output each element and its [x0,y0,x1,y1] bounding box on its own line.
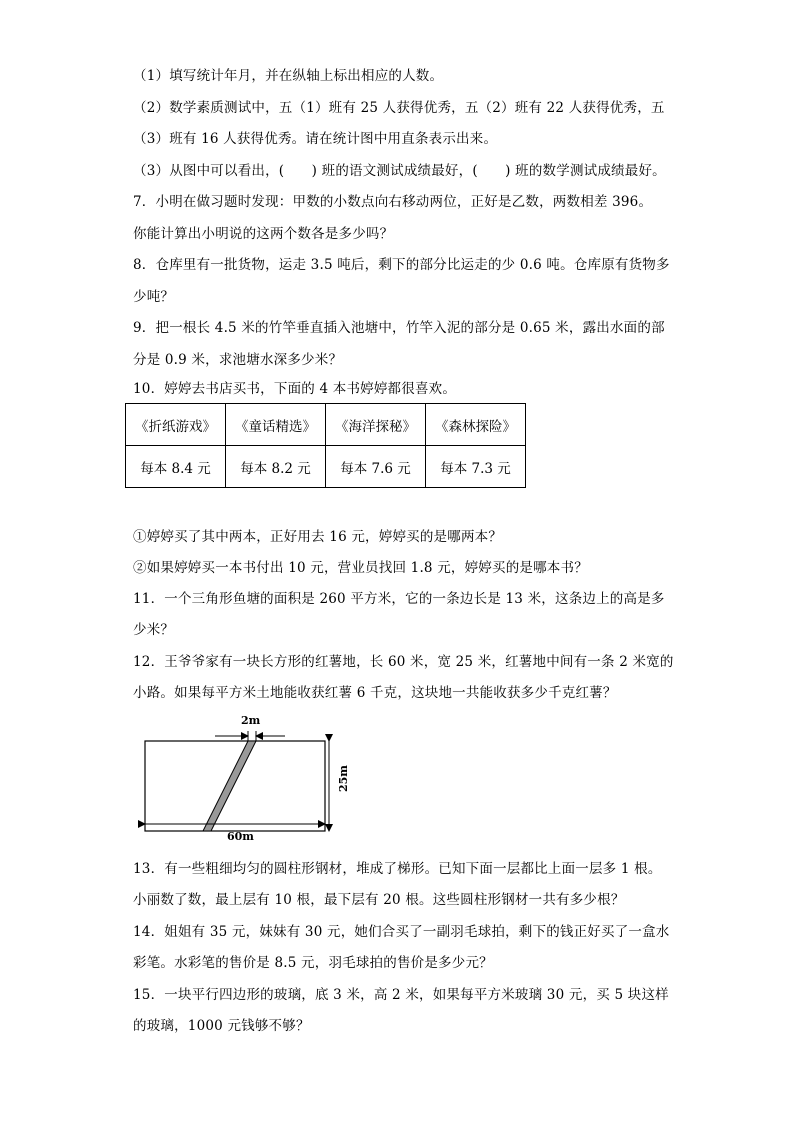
text-line: （2）数学素质测试中，五（1）班有 25 人获得优秀，五（2）班有 22 人获得优秀，五 [133,100,665,116]
book-price-cell: 每本 7.3 元 [426,446,526,488]
text-line: 小路。如果每平方米土地能收获红薯 6 千克，这块地一共能收获多少千克红薯？ [133,685,617,701]
book-price-cell: 每本 8.4 元 [126,446,226,488]
sub-question-2: ②如果婷婷买一本书付出 10 元，营业员找回 1.8 元，婷婷买的是哪本书？ [133,560,588,576]
text-line: （3）从图中可以看出，( ) 班的语文测试成绩最好，( ) 班的数学测试成绩最好。 [133,163,666,179]
book-title-cell: 《海洋探秘》 [326,404,426,446]
text-line: 分是 0.9 米，求池塘水深多少米？ [133,352,343,368]
text-line: 的玻璃，1000 元钱够不够？ [133,1018,310,1034]
book-title-cell: 《童话精选》 [226,404,326,446]
question-12: 12．王爷爷家有一块长方形的红薯地，长 60 米，宽 25 米，红薯地中间有一条 2 米宽的 [133,654,674,670]
table-row [126,446,526,488]
text-line: 小丽数了数，最上层有 10 根，最下层有 20 根。这些圆柱形钢材一共有多少根？ [133,892,625,908]
book-table [125,403,526,488]
question-9: 9．把一根长 4.5 米的竹竿垂直插入池塘中，竹竿入泥的部分是 0.65 米，露出水面的部 [133,320,665,336]
question-10: 10．婷婷去书店买书，下面的 4 本书婷婷都很喜欢。 [133,381,457,397]
field-rectangle [145,741,325,831]
table-row [126,404,526,446]
text-line: （3）班有 16 人获得优秀。请在统计图中用直条表示出来。 [133,131,498,147]
width-label: 60m [227,830,254,843]
text-line: 彩笔。水彩笔的售价是 8.5 元，羽毛球拍的售价是多少元？ [133,955,493,971]
question-8: 8．仓库里有一批货物，运走 3.5 吨后，剩下的部分比运走的少 0.6 吨。仓库原有货物多 [133,257,670,273]
height-label: 25m [337,765,350,792]
sub-question-1: ①婷婷买了其中两本，正好用去 16 元，婷婷买的是哪两本？ [133,529,503,545]
book-title-cell: 《森林探险》 [426,404,526,446]
book-title-cell: 《折纸游戏》 [126,404,226,446]
question-7: 7．小明在做习题时发现：甲数的小数点向右移动两位，正好是乙数，两数相差 396。 [133,194,653,210]
question-14: 14．姐姐有 35 元，妹妹有 30 元，她们合买了一副羽毛球拍，剩下的钱正好买了一盒水 [133,924,670,940]
question-11: 11．一个三角形鱼塘的面积是 260 平方米，它的一条边长是 13 米，这条边上的高是多 [133,591,665,607]
book-price-cell: 每本 8.2 元 [226,446,326,488]
question-15: 15．一块平行四边形的玻璃，底 3 米，高 2 米，如果每平方米玻璃 30 元，买 5 块这样 [133,987,669,1003]
text-line: 少吨？ [133,289,175,305]
text-line: 少米？ [133,622,175,638]
path-width-label: 2m [241,714,261,727]
field-diagram [135,708,365,843]
question-13: 13．有一些粗细均匀的圆柱形钢材，堆成了梯形。已知下面一层都比上面一层多 1 根。 [133,861,662,877]
text-line: 你能计算出小明说的这两个数各是多少吗？ [133,226,394,242]
text-line: （1）填写统计年月，并在纵轴上标出相应的人数。 [133,68,444,84]
book-price-cell: 每本 7.6 元 [326,446,426,488]
